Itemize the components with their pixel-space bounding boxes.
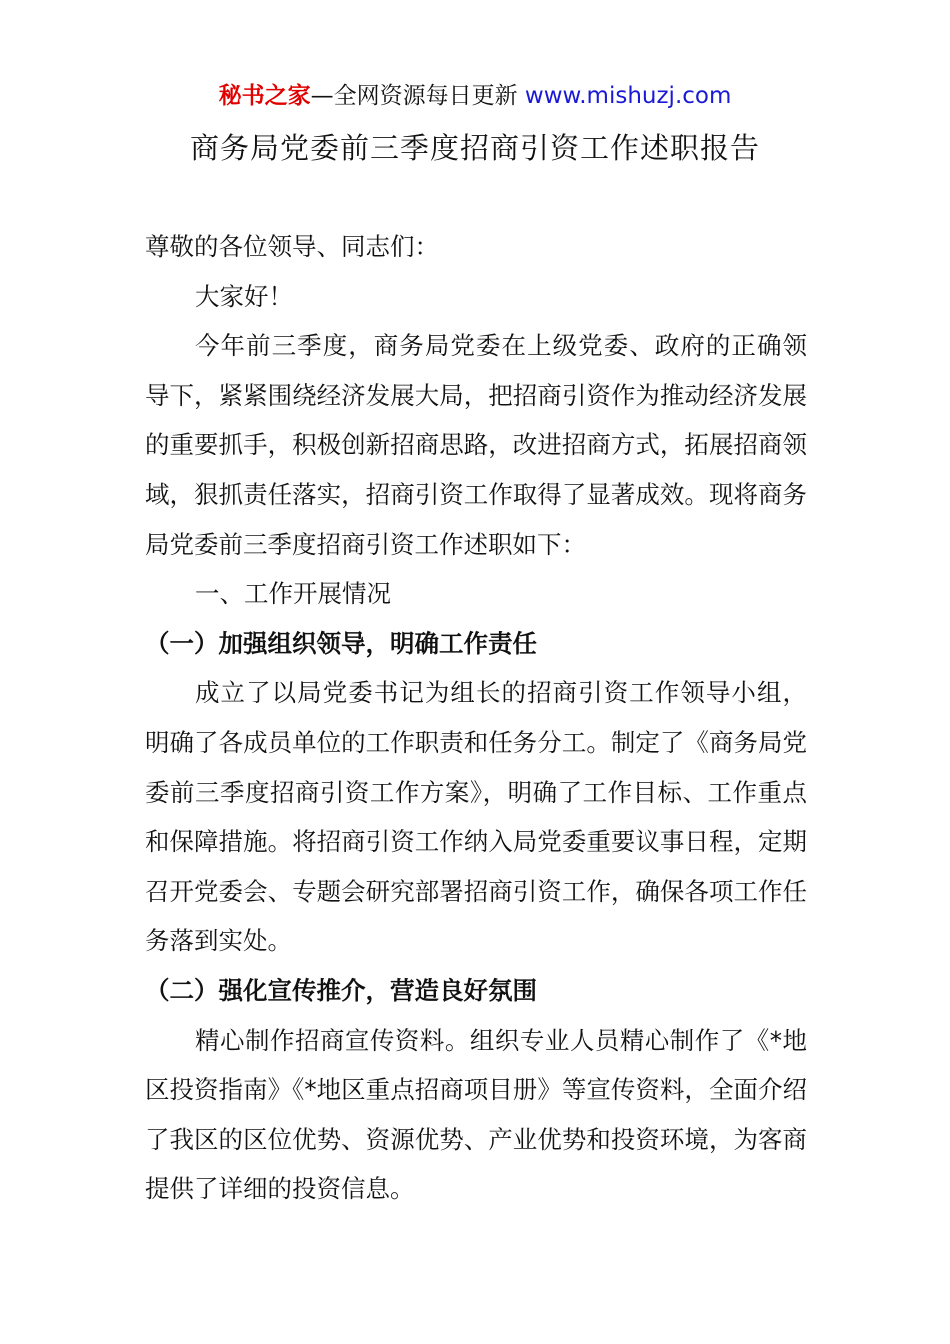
greeting: 大家好！ [195,281,293,311]
document-body [145,222,807,1214]
site-name: 秘书之家 [218,83,311,109]
intro-paragraph: 今年前三季度，商务局党委在上级党委、政府的正确领导下，紧紧围绕经济发展大局，把招商引资作为推动经济发展的重要抓手，积极创新招商思路，改进招商方式，拓展招商领域，狠抓责任落实，招商引资工作取得了显著成效。现将商务局党委前三季度招商引资工作述职如下： [145,331,807,559]
salutation: 尊敬的各位领导、同志们： [145,232,439,261]
site-url-link[interactable]: www.mishuzj.com [524,83,732,109]
subsection-heading-1: （一）加强组织领导，明确工作责任 [145,628,537,658]
subsection-heading-2: （二）强化宣传推介，营造良好氛围 [145,975,537,1005]
subsection-paragraph-2: 精心制作招商宣传资料。组织专业人员精心制作了《*地区投资指南》《*地区重点招商项目册》等宣传资料，全面介绍了我区的区位优势、资源优势、产业优势和投资环境，为客商提供了详细的投资信息。 [145,1025,807,1204]
site-header [0,80,950,112]
site-tagline: —全网资源每日更新 [310,83,518,109]
document-title: 商务局党委前三季度招商引资工作述职报告 [189,131,760,165]
subsection-paragraph-1: 成立了以局党委书记为组长的招商引资工作领导小组，明确了各成员单位的工作职责和任务分工。制定了《商务局党委前三季度招商引资工作方案》，明确了工作目标、工作重点和保障措施。将招商引资工作纳入局党委重要议事日程，定期召开党委会、专题会研究部署招商引资工作，确保各项工作任务落到实处。 [145,678,807,956]
section-heading-1: 一、工作开展情况 [195,579,391,609]
